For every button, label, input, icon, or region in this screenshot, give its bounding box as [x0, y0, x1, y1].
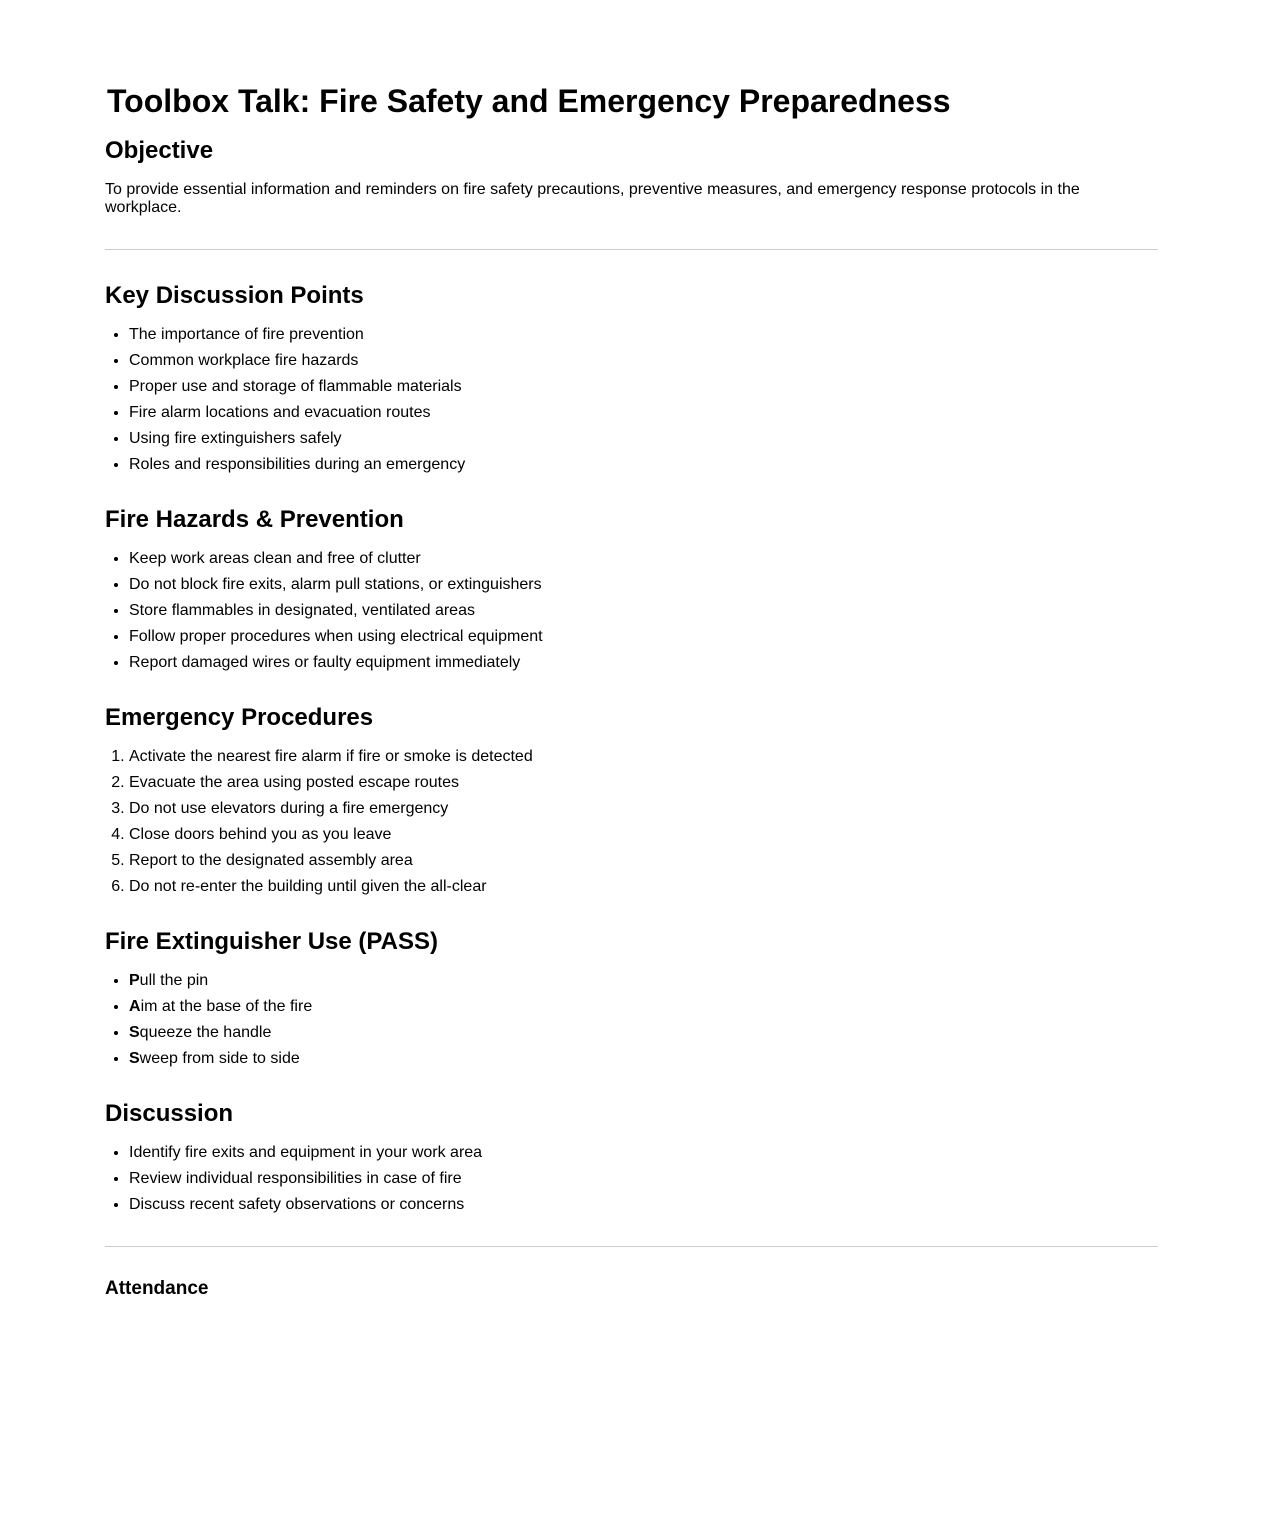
list-item: 1. Activate the nearest fire alarm if fire or smoke is detected [129, 748, 1158, 766]
attendance-section [105, 1278, 1158, 1300]
attendance-heading: Attendance [105, 1278, 209, 1299]
divider [105, 1246, 1158, 1247]
list-item: • Identify fire exits and equipment in your work area [129, 1144, 1158, 1162]
emergency-heading: Emergency Procedures [105, 704, 374, 731]
discussion-list [105, 1144, 1158, 1214]
list-item: • Common workplace fire hazards [129, 352, 1158, 370]
pass-text: ull the pin [139, 972, 209, 989]
key-points-section [105, 282, 1158, 482]
objective-text: To provide essential information and reminders on fire safety precautions, preventive measures, and emergency response protocols in the workplace. [105, 181, 1080, 216]
list-item: 6. Do not re-enter the building until given the all-clear [129, 878, 1158, 896]
list-item: 5. Report to the designated assembly area [129, 852, 1158, 870]
objective-heading: Objective [105, 137, 214, 164]
hazards-heading: Fire Hazards & Prevention [105, 506, 404, 533]
list-item: • Do not block fire exits, alarm pull stations, or extinguishers [129, 576, 1158, 594]
list-item: • The importance of fire prevention [129, 326, 1158, 344]
emergency-list [105, 748, 1158, 896]
list-item: 3. Do not use elevators during a fire emergency [129, 800, 1158, 818]
divider [105, 249, 1158, 250]
pass-text: weep from side to side [139, 1050, 300, 1067]
list-item: • Discuss recent safety observations or concerns [129, 1196, 1158, 1214]
pass-section [105, 928, 1158, 1076]
key-points-heading: Key Discussion Points [105, 282, 364, 309]
list-item [129, 998, 1158, 1016]
pass-letter: S [129, 1024, 140, 1041]
list-item: • Report damaged wires or faulty equipment immediately [129, 654, 1158, 672]
document-title: Toolbox Talk: Fire Safety and Emergency Preparedness [107, 83, 951, 119]
discussion-heading: Discussion [105, 1100, 234, 1127]
list-item: • Store flammables in designated, ventilated areas [129, 602, 1158, 620]
list-item [129, 972, 1158, 990]
key-points-list [105, 326, 1158, 474]
objective-section [105, 137, 1158, 217]
list-item: 4. Close doors behind you as you leave [129, 826, 1158, 844]
discussion-section [105, 1100, 1158, 1222]
pass-list [105, 972, 1158, 1068]
pass-text: im at the base of the fire [140, 998, 313, 1015]
list-item [129, 1050, 1158, 1068]
hazards-list [105, 550, 1158, 672]
list-item: • Fire alarm locations and evacuation routes [129, 404, 1158, 422]
list-item: • Review individual responsibilities in case of fire [129, 1170, 1158, 1188]
list-item: 2. Evacuate the area using posted escape routes [129, 774, 1158, 792]
pass-letter: A [129, 998, 141, 1015]
emergency-section [105, 704, 1158, 904]
hazards-section [105, 506, 1158, 680]
list-item: • Follow proper procedures when using electrical equipment [129, 628, 1158, 646]
list-item: • Roles and responsibilities during an emergency [129, 456, 1158, 474]
list-item: • Proper use and storage of flammable materials [129, 378, 1158, 396]
pass-letter: P [129, 972, 140, 989]
pass-heading: Fire Extinguisher Use (PASS) [105, 928, 438, 955]
list-item: • Keep work areas clean and free of clutter [129, 550, 1158, 568]
list-item: • Using fire extinguishers safely [129, 430, 1158, 448]
pass-letter: S [129, 1050, 140, 1067]
list-item [129, 1024, 1158, 1042]
pass-text: queeze the handle [139, 1024, 272, 1041]
